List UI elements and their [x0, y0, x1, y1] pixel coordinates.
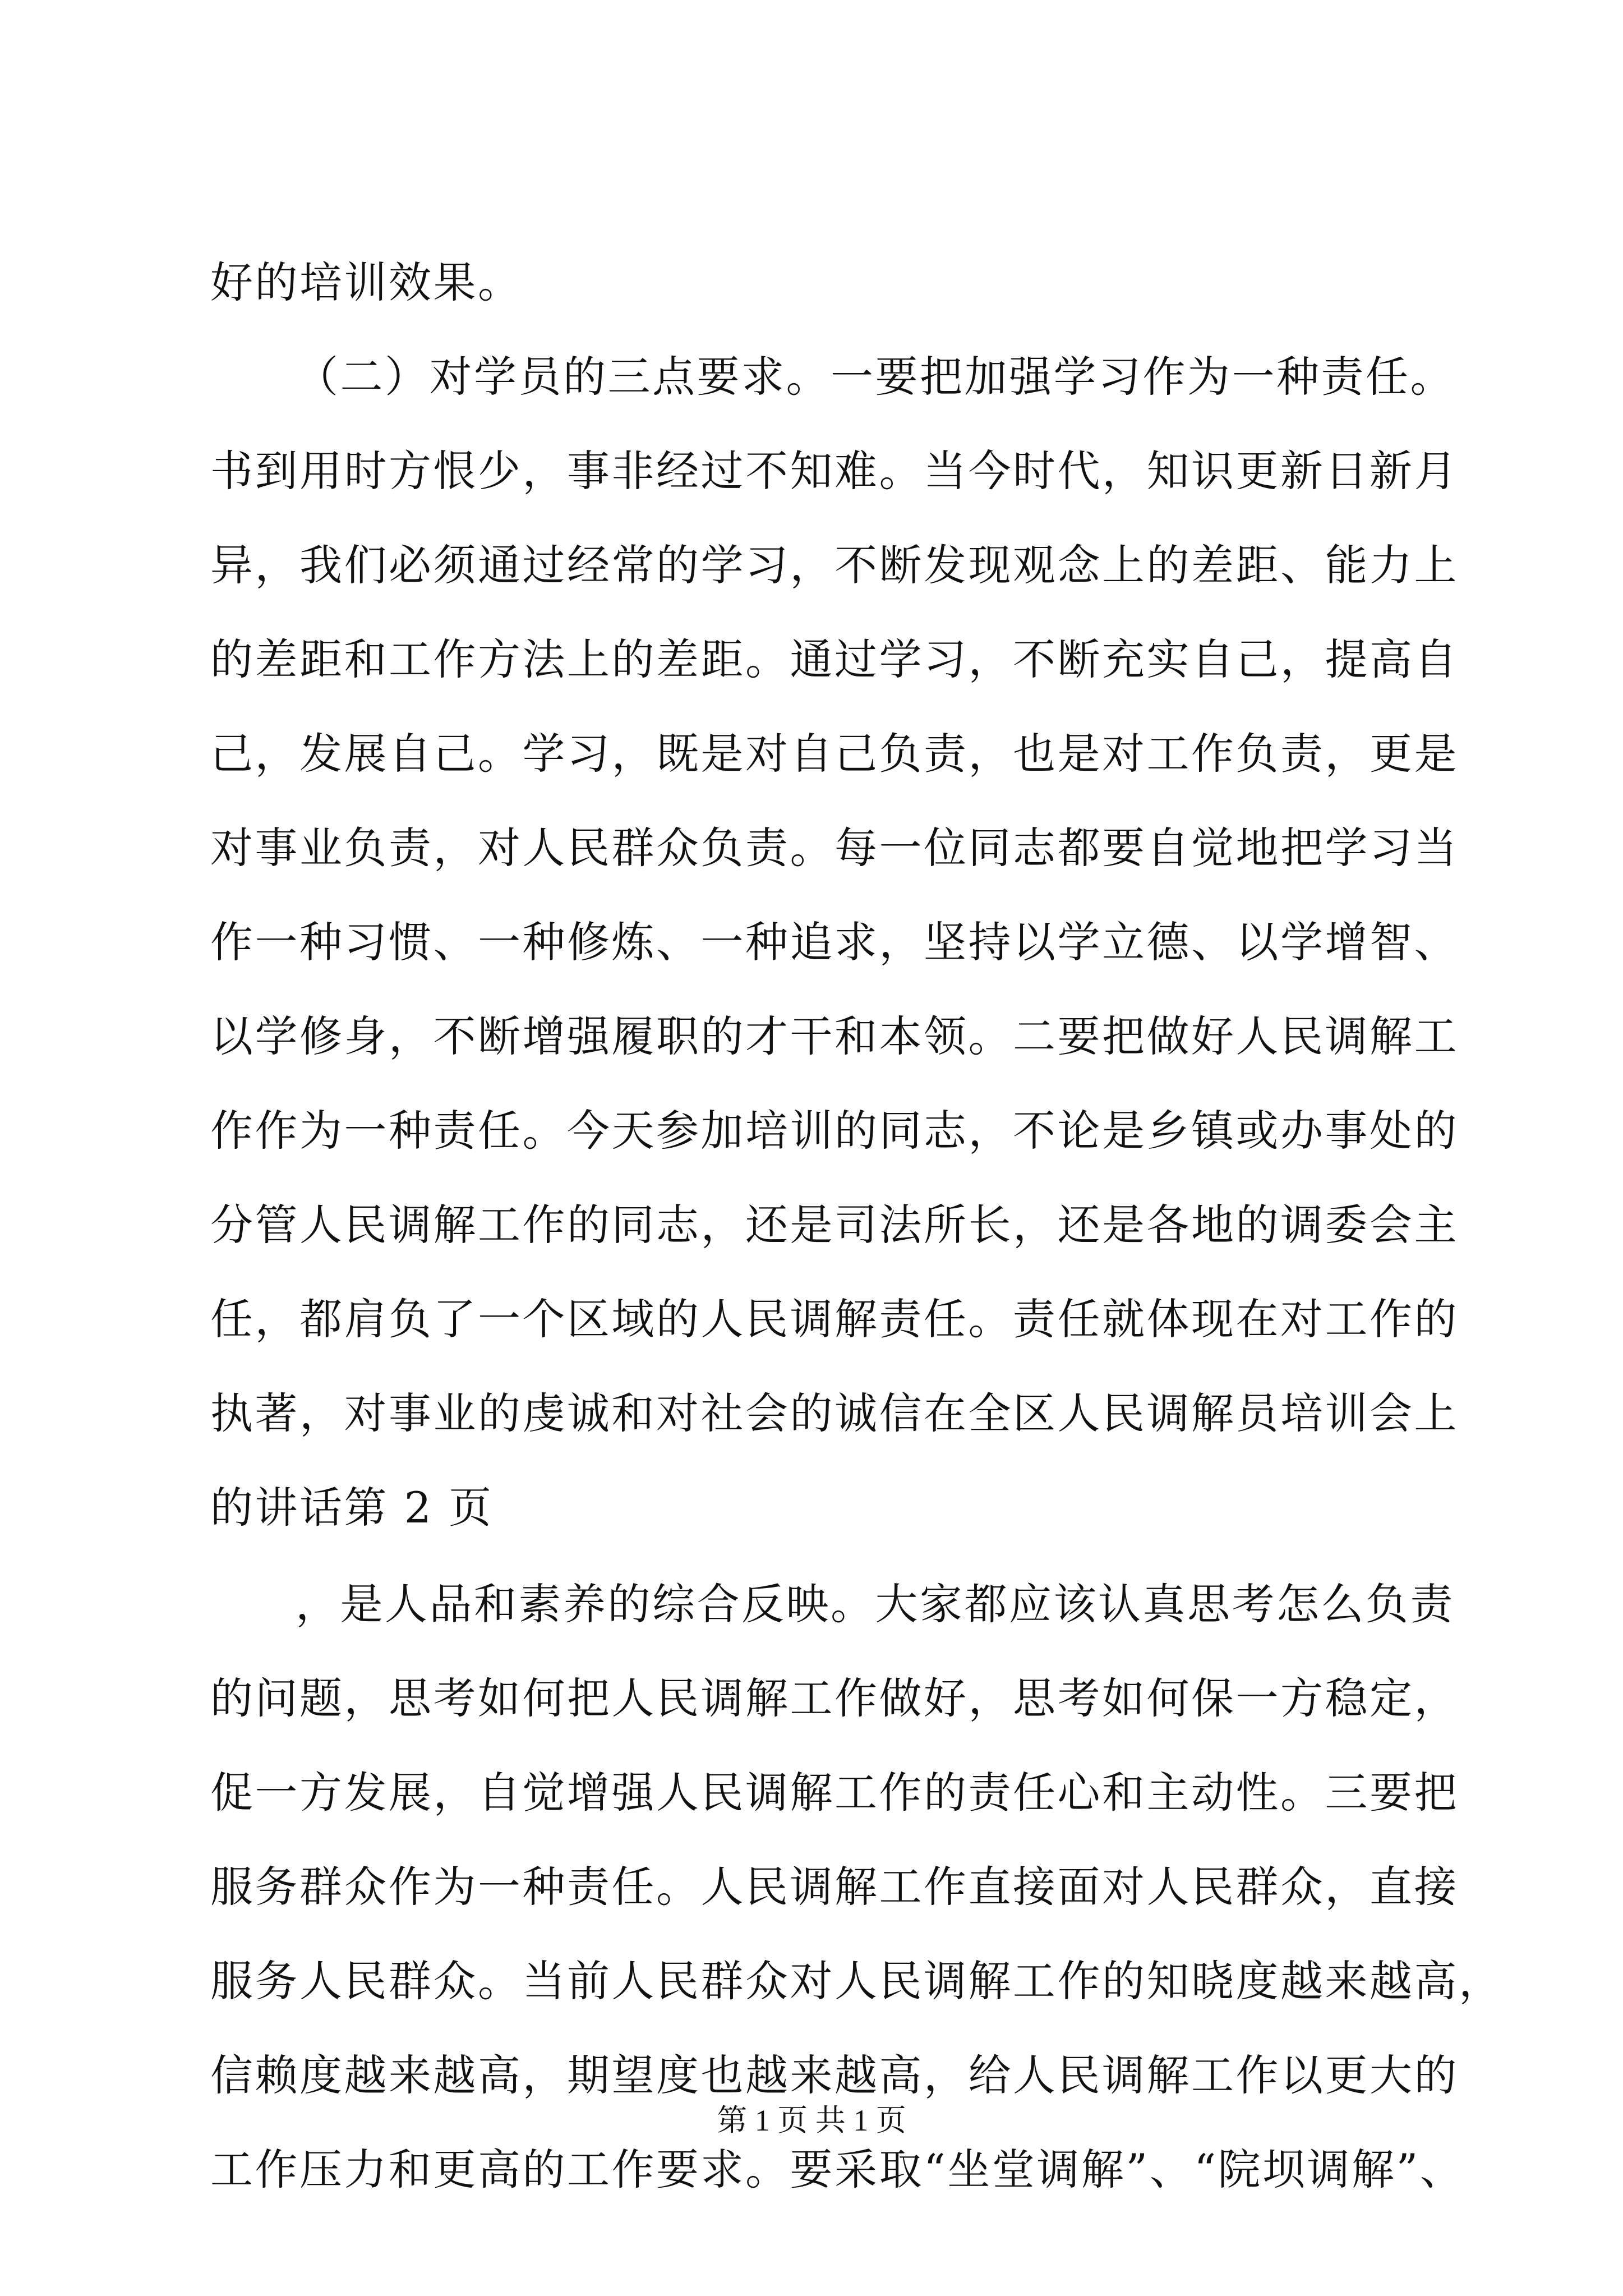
text-line: 的讲话第 2 页	[210, 1483, 494, 1533]
text-line: 作作为一种责任。今天参加培训的同志，不论是乡镇或办事处的	[210, 1106, 1459, 1156]
text-line: 信赖度越来越高，期望度也越来越高，给人民调解工作以更大的	[210, 2050, 1459, 2100]
text-line: 以学修身，不断增强履职的才干和本领。二要把做好人民调解工	[210, 1011, 1459, 1061]
text-line: 对事业负责，对人民群众负责。每一位同志都要自觉地把学习当	[210, 823, 1459, 873]
text-line: ，是人品和素养的综合反映。大家都应该认真思考怎么负责	[296, 1579, 1455, 1629]
text-line: 执著，对事业的虔诚和对社会的诚信在全区人民调解员培训会上	[210, 1388, 1459, 1438]
text-line: 的问题，思考如何把人民调解工作做好，思考如何保一方稳定，	[210, 1673, 1459, 1723]
page-footer: 第 1 页 共 1 页	[717, 2104, 906, 2137]
document-body	[210, 236, 1504, 2217]
text-line: 服务人民群众。当前人民群众对人民调解工作的知晓度越来越高，	[210, 1956, 1504, 2006]
text-line: 服务群众作为一种责任。人民调解工作直接面对人民群众，直接	[210, 1862, 1459, 1912]
text-line: 己，发展自己。学习，既是对自己负责，也是对工作负责，更是	[210, 729, 1459, 779]
text-line: （二）对学员的三点要求。一要把加强学习作为一种责任。	[296, 352, 1455, 402]
text-line: 的差距和工作方法上的差距。通过学习，不断充实自己，提高自	[210, 634, 1459, 684]
text-line: 促一方发展，自觉增强人民调解工作的责任心和主动性。三要把	[210, 1768, 1459, 1818]
text-line: 分管人民调解工作的同志，还是司法所长，还是各地的调委会主	[210, 1200, 1459, 1250]
text-line: 作一种习惯、一种修炼、一种追求，坚持以学立德、以学增智、	[210, 917, 1459, 967]
text-line: 任，都肩负了一个区域的人民调解责任。责任就体现在对工作的	[210, 1294, 1459, 1344]
text-line: 异，我们必须通过经常的学习，不断发现观念上的差距、能力上	[210, 540, 1459, 590]
text-line: 工作压力和更高的工作要求。要采取“坐堂调解”、“院坝调解”、	[210, 2145, 1465, 2194]
text-line: 书到用时方恨少，事非经过不知难。当今时代，知识更新日新月	[210, 446, 1459, 496]
text-line: 好的培训效果。	[210, 257, 523, 307]
